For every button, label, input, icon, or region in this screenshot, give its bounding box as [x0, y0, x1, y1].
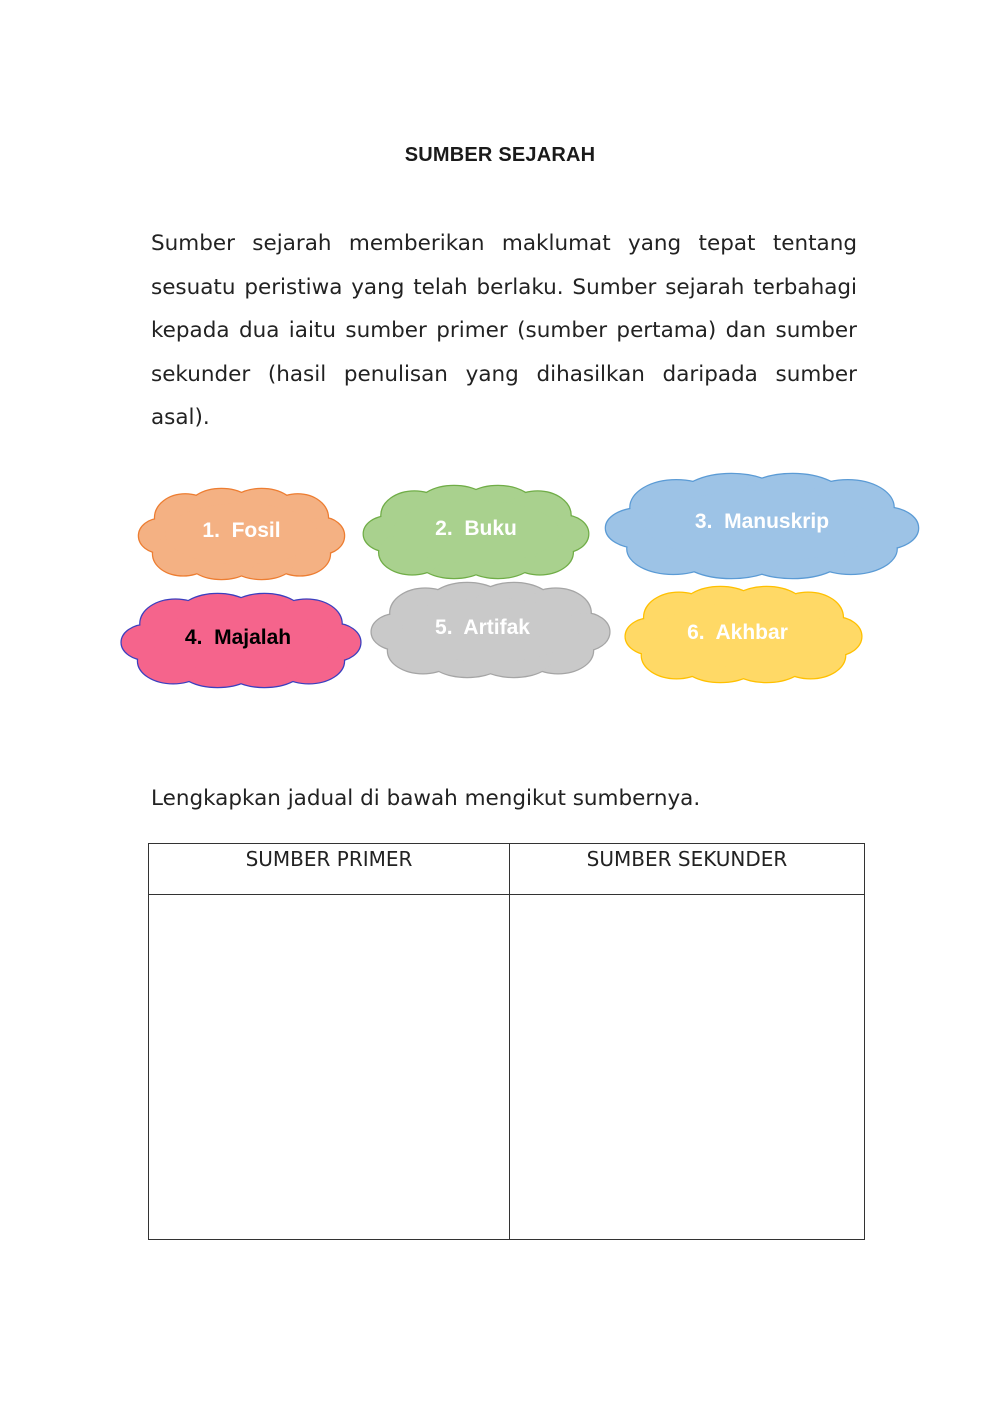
instruction-text: Lengkapkan jadual di bawah mengikut sumbernya.: [151, 786, 701, 811]
cloud-label: 3. Manuskrip: [694, 510, 830, 533]
drop-zone-primer[interactable]: [149, 895, 510, 1240]
cloud-majalah[interactable]: [124, 594, 358, 687]
intro-paragraph: Sumber sejarah memberikan maklumat yang tepat tentang sesuatu peristiwa yang telah berlaku. Sumber sejarah terbahagi kepada dua iaitu sumber primer (sumber pertama) dan sumber sekunder (hasil penulisan yang dihasilkan daripada sumber asal).: [151, 231, 857, 430]
cloud-label: 1. Fosil: [202, 519, 281, 542]
cloud-manuskrip[interactable]: [609, 474, 915, 578]
answer-table: [148, 843, 865, 1240]
cloud-label: 6. Akhbar: [687, 621, 788, 644]
drop-zone-sekunder[interactable]: [510, 895, 865, 1240]
cloud-artifak[interactable]: [374, 583, 607, 677]
cloud-label: 4. Majalah: [184, 626, 292, 649]
cloud-buku[interactable]: [366, 486, 586, 578]
column-header-sekunder: SUMBER SEKUNDER: [510, 844, 865, 895]
cloud-label: 5. Artifak: [435, 616, 530, 639]
cloud-fosil[interactable]: [141, 489, 342, 579]
cloud-akhbar[interactable]: [628, 587, 859, 682]
cloud-label: 2. Buku: [435, 517, 517, 540]
column-header-primer: SUMBER PRIMER: [149, 844, 510, 895]
page-title: SUMBER SEJARAH: [404, 144, 596, 166]
